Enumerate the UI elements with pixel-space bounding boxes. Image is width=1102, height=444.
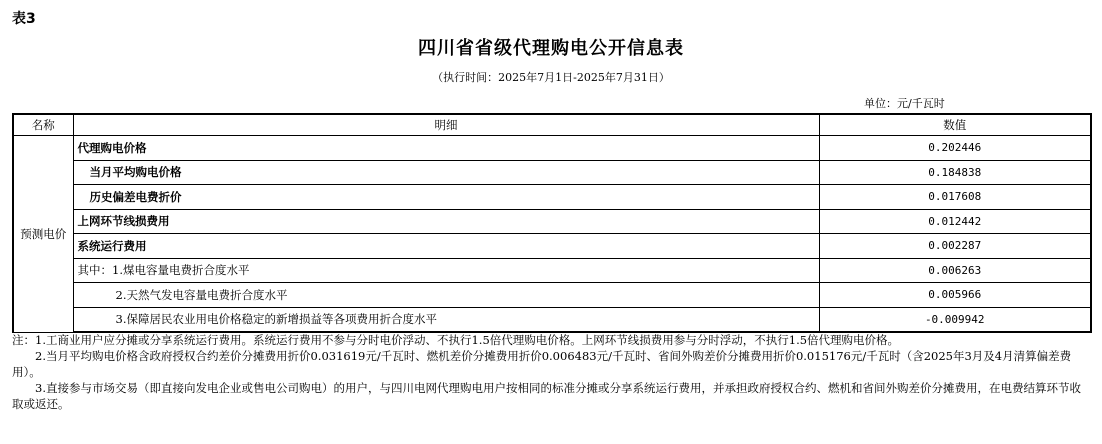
row-label: 系统运行费用 (73, 234, 819, 259)
row-label: 3.保障居民农业用电价格稳定的新增损益等各项费用折合度水平 (73, 307, 819, 332)
row-label: 2.天然气发电容量电费折合度水平 (73, 283, 819, 308)
row-label: 上网环节线损费用 (73, 209, 819, 234)
footnote-1: 注：1.工商业用户应分摊或分享系统运行费用。系统运行费用不参与分时电价浮动、不执行1.5倍代理购电价格。上网环节线损费用参与分时浮动，不执行1.5倍代理购电价格。 (12, 333, 900, 347)
table-row (13, 160, 1091, 185)
table-number: 表3 (12, 11, 36, 27)
table-row (13, 185, 1091, 210)
row-value: 0.202446 (819, 136, 1091, 161)
effective-period: （执行时间：2025年7月1日-2025年7月31日） (432, 71, 670, 84)
header-value: 数值 (819, 114, 1091, 136)
table-row (13, 307, 1091, 332)
footnote-3: 3.直接参与市场交易（即直接向发电企业或售电公司购电）的用户，与四川电网代理购电用户按相同的标准分摊或分享系统运行费用，并承担政府授权合约、燃机和省间外购差价分摊费用，在电费结算环节收取或返还。 (12, 381, 1081, 411)
table-row (13, 283, 1091, 308)
row-label: 当月平均购电价格 (73, 160, 819, 185)
price-info-table (12, 113, 1092, 333)
group-name-cell: 预测电价 (13, 136, 73, 333)
table-row (13, 258, 1091, 283)
row-label: 历史偏差电费折价 (73, 185, 819, 210)
page-title: 四川省省级代理购电公开信息表 (418, 38, 684, 59)
table-header-row (13, 114, 1091, 136)
table-row (13, 136, 1091, 161)
table-row (13, 209, 1091, 234)
footnote-2: 2.当月平均购电价格含政府授权合约差价分摊费用折价0.031619元/千瓦时、燃机差价分摊费用折价0.006483元/千瓦时、省间外购差价分摊费用折价0.015176元/千瓦时（含2025年3月及4月清算偏差费用）。 (12, 349, 1072, 379)
header-detail: 明细 (73, 114, 819, 136)
row-value: 0.002287 (819, 234, 1091, 259)
row-value: 0.184838 (819, 160, 1091, 185)
row-label: 代理购电价格 (73, 136, 819, 161)
row-value: 0.012442 (819, 209, 1091, 234)
row-value: 0.005966 (819, 283, 1091, 308)
row-value: 0.006263 (819, 258, 1091, 283)
table-row (13, 234, 1091, 259)
unit-label: 单位：元/千瓦时 (864, 97, 945, 110)
footnotes (12, 332, 1090, 412)
row-value: 0.017608 (819, 185, 1091, 210)
row-label: 其中：1.煤电容量电费折合度水平 (73, 258, 819, 283)
header-name: 名称 (13, 114, 73, 136)
row-value: -0.009942 (819, 307, 1091, 332)
